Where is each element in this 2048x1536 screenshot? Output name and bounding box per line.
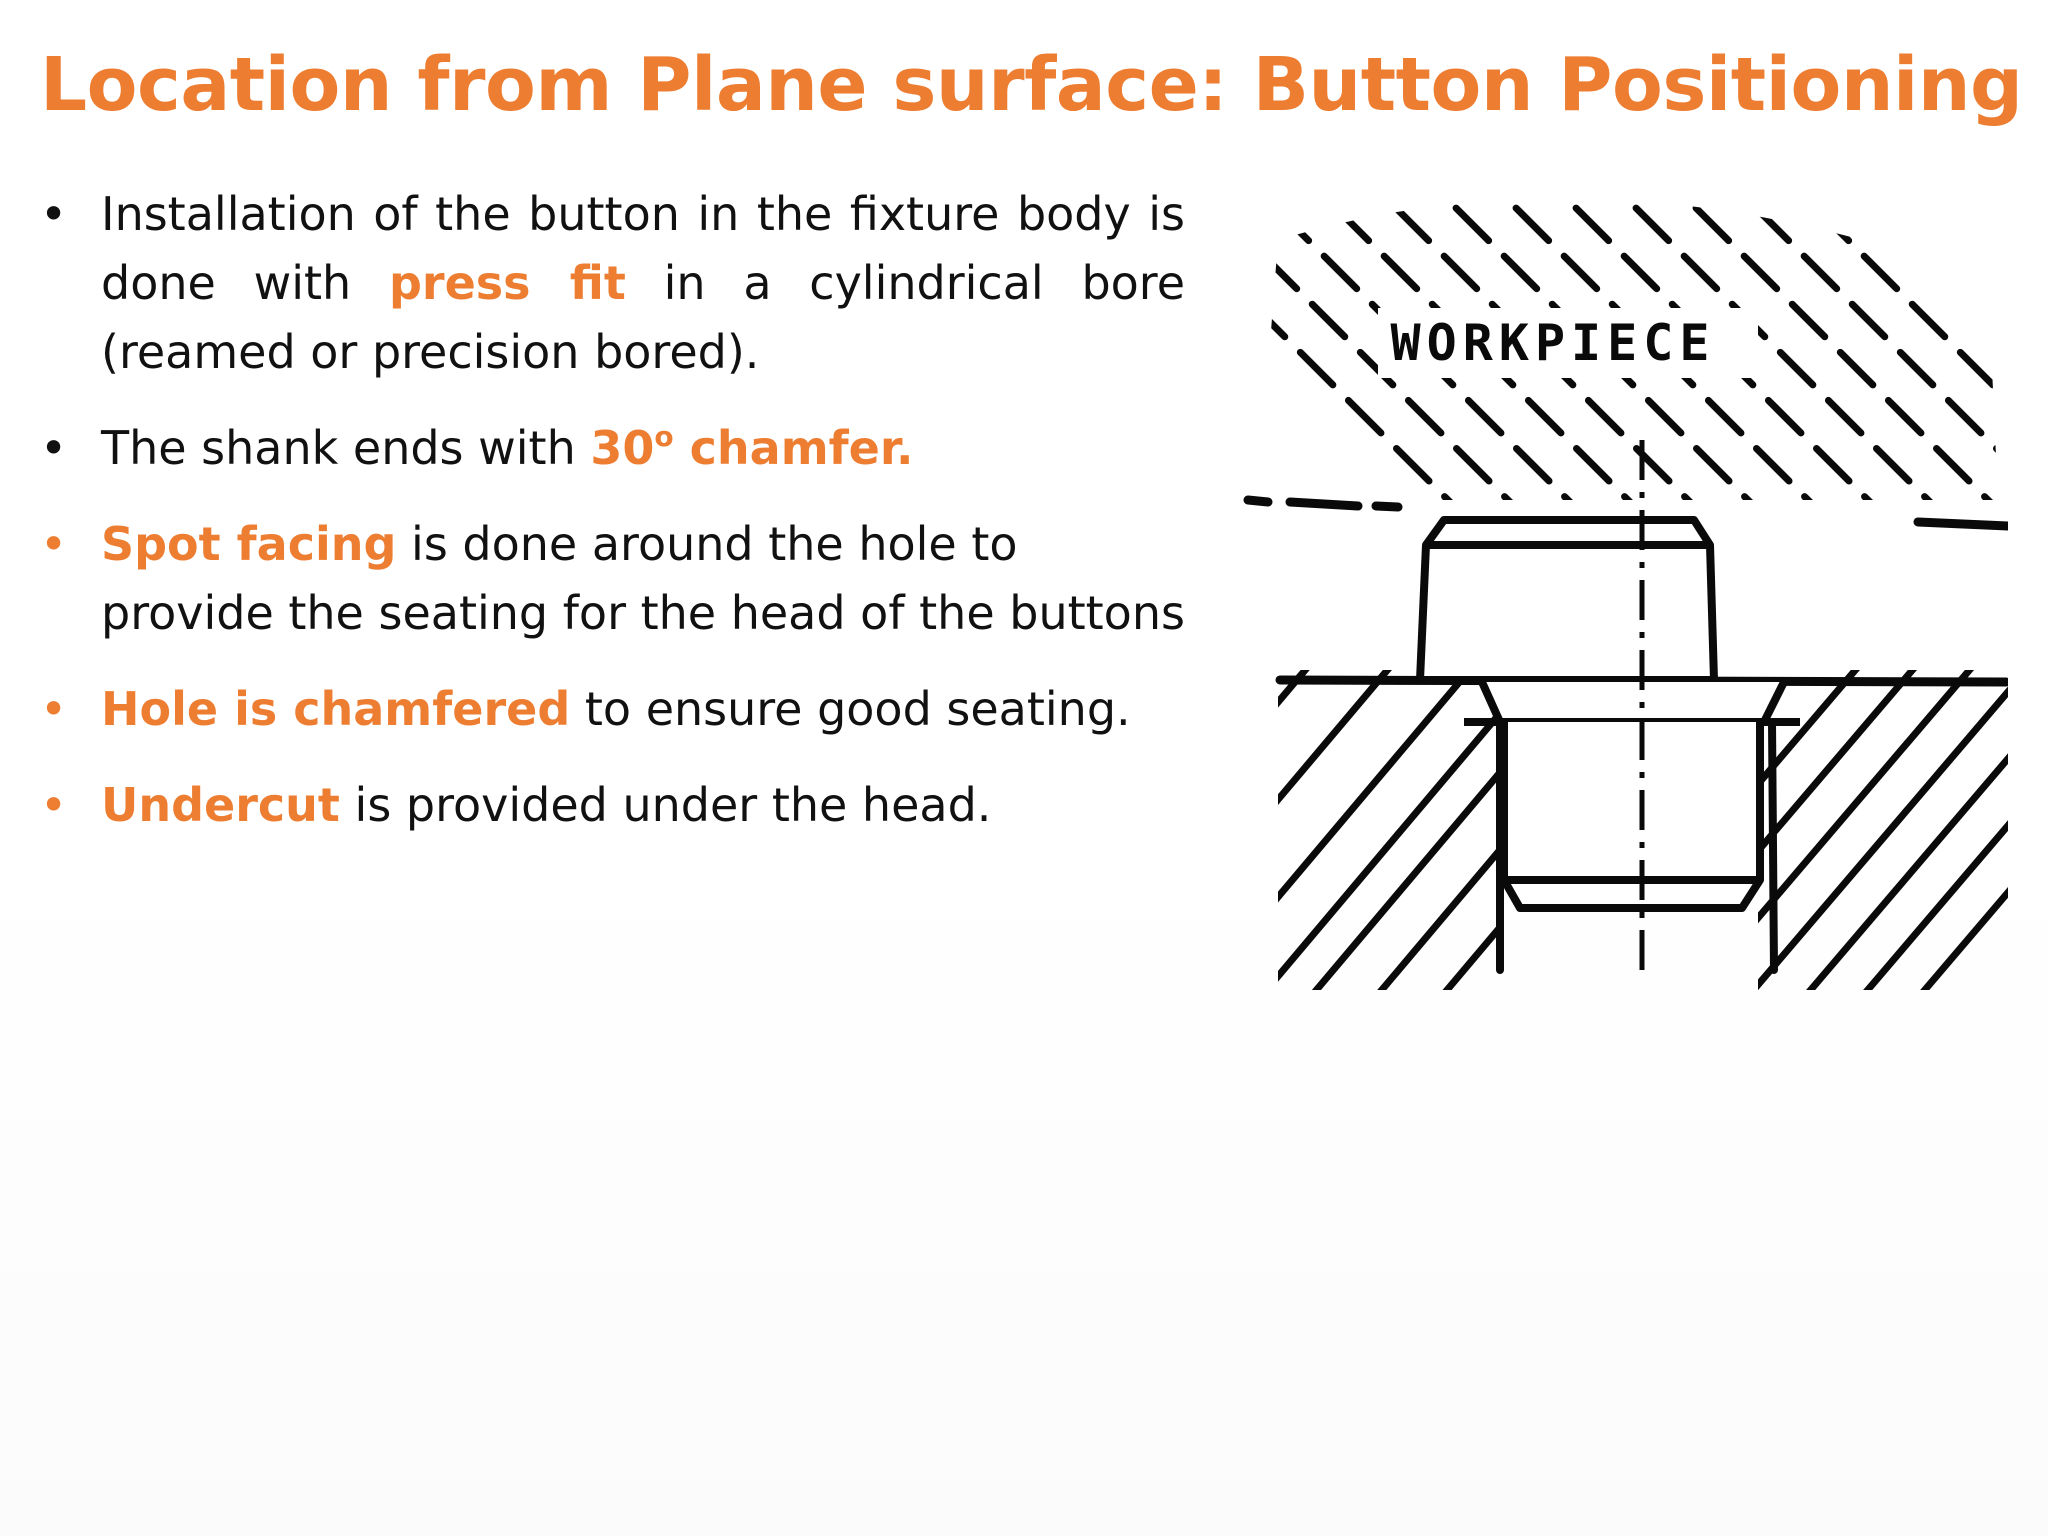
- bullet-undercut: [40, 771, 1185, 840]
- highlight-hole-chamfered: Hole is chamfered: [101, 682, 571, 736]
- button-head: [1420, 520, 1714, 680]
- bullet-marker: •: [40, 682, 68, 736]
- workpiece-label: WORKPIECE: [1390, 314, 1716, 372]
- bullet-text: Installation of the button in the fixture body is done with: [101, 187, 1185, 310]
- bullet-marker: •: [40, 517, 68, 571]
- bullet-marker: •: [40, 778, 68, 832]
- button-locator-drawing: [1228, 200, 2008, 1000]
- highlight-undercut: Undercut: [101, 778, 340, 832]
- bullet-text: in a cylindrical bore (reamed or precision bored).: [101, 256, 1186, 379]
- bullet-press-fit: [40, 180, 1185, 387]
- bullet-chamfer: [40, 414, 1185, 483]
- hole-chamfer: [1464, 682, 1800, 722]
- bullet-marker: •: [40, 421, 68, 475]
- bullet-text: The shank ends with: [101, 421, 591, 475]
- highlight-press-fit: press fit: [388, 256, 626, 310]
- bullet-marker: •: [40, 187, 68, 241]
- button-shank: [1504, 722, 1760, 908]
- degree-superscript: o: [654, 420, 674, 453]
- highlight-angle: 30: [590, 421, 655, 475]
- slide-title: Location from Plane surface: Button Positioning: [40, 42, 2023, 128]
- bullet-list: [40, 180, 1185, 867]
- bullet-hole-chamfered: [40, 675, 1185, 744]
- bullet-spot-facing: [40, 510, 1185, 648]
- bullet-text: is done around the hole to provide the seating for the head of the buttons: [101, 517, 1185, 640]
- bullet-text: is provided under the head.: [339, 778, 992, 832]
- highlight-spot-facing: Spot facing: [101, 517, 397, 571]
- bullet-text: to ensure good seating.: [570, 682, 1131, 736]
- highlight-chamfer: chamfer.: [673, 421, 914, 475]
- drawing-svg: [1228, 200, 2008, 1000]
